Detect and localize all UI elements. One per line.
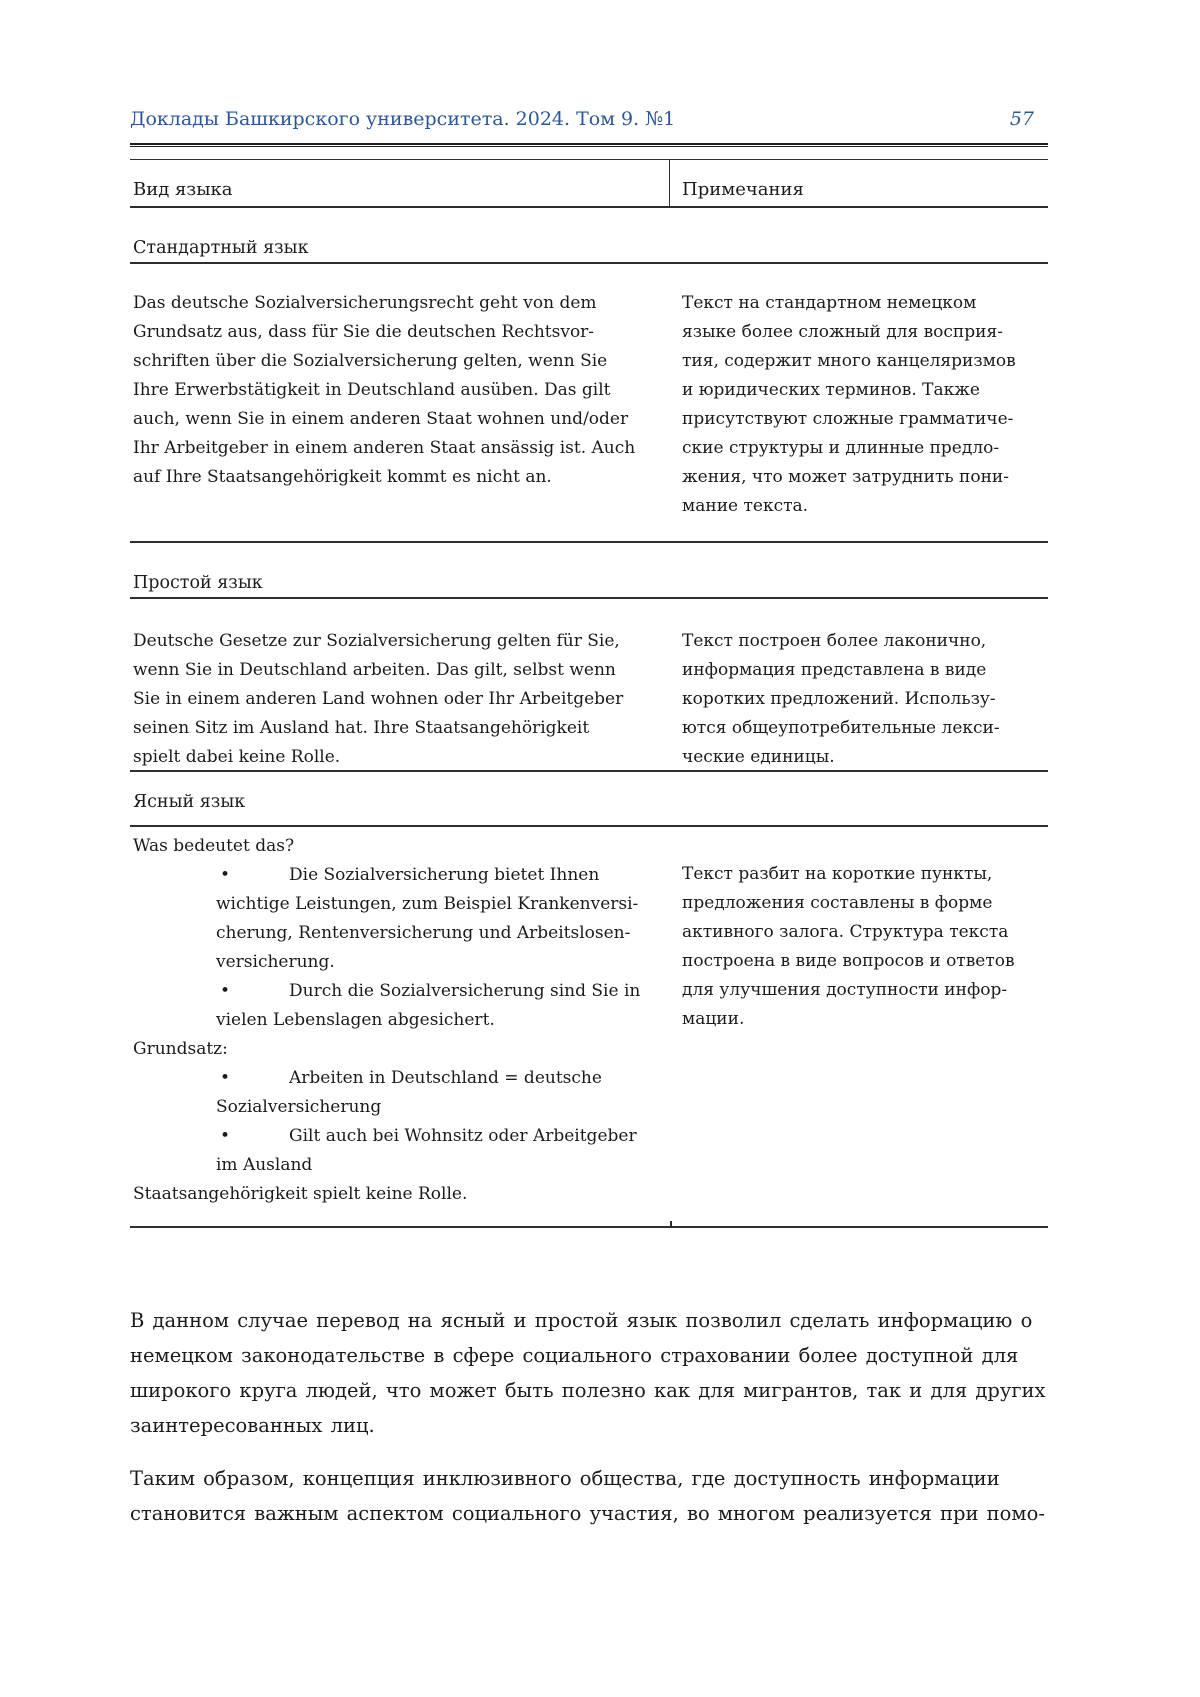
bullet-icon: • xyxy=(220,1068,231,1088)
clear-intro-line: Was bedeutet das? xyxy=(133,836,295,856)
bullet-item xyxy=(133,1122,664,1180)
column-header-language-type: Вид языка xyxy=(130,160,670,206)
bullet-text: Arbeiten in Deutschland = deutsche xyxy=(289,1068,602,1088)
bullet-text-wrap: Sozialversicherung xyxy=(216,1097,382,1117)
bullet-item xyxy=(133,977,664,1035)
grundsatz-line: Grundsatz: xyxy=(133,1039,228,1059)
header-rule xyxy=(130,143,1048,147)
bullet-text: Durch die Sozialversicherung sind Sie in xyxy=(289,981,641,1001)
column-header-notes: Примечания xyxy=(682,179,804,200)
bullet-text-wrap: wichtige Leistungen, zum Beispiel Krankenversi- cherung, Rentenversicherung und Arbeitslosen- versicherung. xyxy=(216,894,639,972)
bullet-icon: • xyxy=(220,981,231,1001)
body-paragraph-2: Таким образом, концепция инклюзивного общества, где доступность информации становится важным аспектом социального участия, во многом реализуется при помо- xyxy=(130,1467,1045,1525)
section-row-clear-language: Ясный язык xyxy=(130,772,1048,827)
page-number: 57 xyxy=(1009,108,1034,130)
row-clear-language xyxy=(130,827,1048,1228)
bullet-text-wrap: im Ausland xyxy=(216,1155,313,1175)
simple-german-text: Deutsche Gesetze zur Sozialversicherung gelten für Sie, wenn Sie in Deutschland arbeiten. Das gilt, selbst wenn Sie in einem anderen Land wohnen oder Ihr Arbeitgeber seinen Sitz im Ausland hat. Ihre Staatsangehörigkeit spielt dabei keine Rolle. xyxy=(133,631,624,767)
section-row-standard-language: Стандартный язык xyxy=(130,208,1048,264)
clear-outro-line: Staatsangehörigkeit spielt keine Rolle. xyxy=(133,1184,468,1204)
bullet-text: Die Sozialversicherung bietet Ihnen xyxy=(289,865,600,885)
running-head xyxy=(130,108,1048,130)
body-paragraph-1: В данном случае перевод на ясный и простой язык позволил сделать информацию о немецком законодательстве в сфере социального страховании более доступной для широкого круга людей, что может быть полезно как для мигрантов, так и для других заинтересованных лиц. xyxy=(130,1309,1046,1437)
section-row-simple-language: Простой язык xyxy=(130,543,1048,599)
simple-notes-text: Текст построен более лаконично, информация представлена в виде коротких предложений. Использу- ются общеупотребительные лекси- ческие единицы. xyxy=(682,631,1000,767)
journal-title: Доклады Башкирского университета. 2024. Том 9. №1 xyxy=(130,108,676,130)
clear-german-text xyxy=(130,827,670,1226)
table-header-row xyxy=(130,160,1048,208)
bullet-text-wrap: vielen Lebenslagen abgesichert. xyxy=(216,1010,495,1030)
bullet-icon: • xyxy=(220,1126,231,1146)
language-comparison-table xyxy=(130,159,1048,1228)
standard-german-text: Das deutsche Sozialversicherungsrecht geht von dem Grundsatz aus, dass für Sie die deutschen Rechtsvor- schriften über die Sozialversicherung gelten, wenn Sie Ihre Erwerbstätigkeit in Deutschland ausüben. Das gilt auch, wenn Sie in einem anderen Staat wohnen und/oder Ihr Arbeitgeber in einem anderen Staat ansässig ist. Auch auf Ihre Staatsangehörigkeit kommt es nicht an. xyxy=(133,293,636,487)
bullet-icon: • xyxy=(220,865,231,885)
bullet-text: Gilt auch bei Wohnsitz oder Arbeitgeber xyxy=(289,1126,637,1146)
bullet-item xyxy=(133,1064,664,1122)
standard-notes-text: Текст на стандартном немецком языке более сложный для восприя- тия, содержит много канцеляризмов и юридических терминов. Также присутствуют сложные грамматиче- ские структуры и длинные предло- жения, что может затруднить пони- мание текста. xyxy=(682,293,1016,516)
bullet-item xyxy=(133,861,664,977)
row-simple-language xyxy=(130,599,1048,772)
clear-notes-text: Текст разбит на короткие пункты, предложения составлены в форме активного залога. Структура текста построена в виде вопросов и ответов для улучшения доступности инфор- мации. xyxy=(682,864,1015,1029)
row-standard-language xyxy=(130,264,1048,543)
